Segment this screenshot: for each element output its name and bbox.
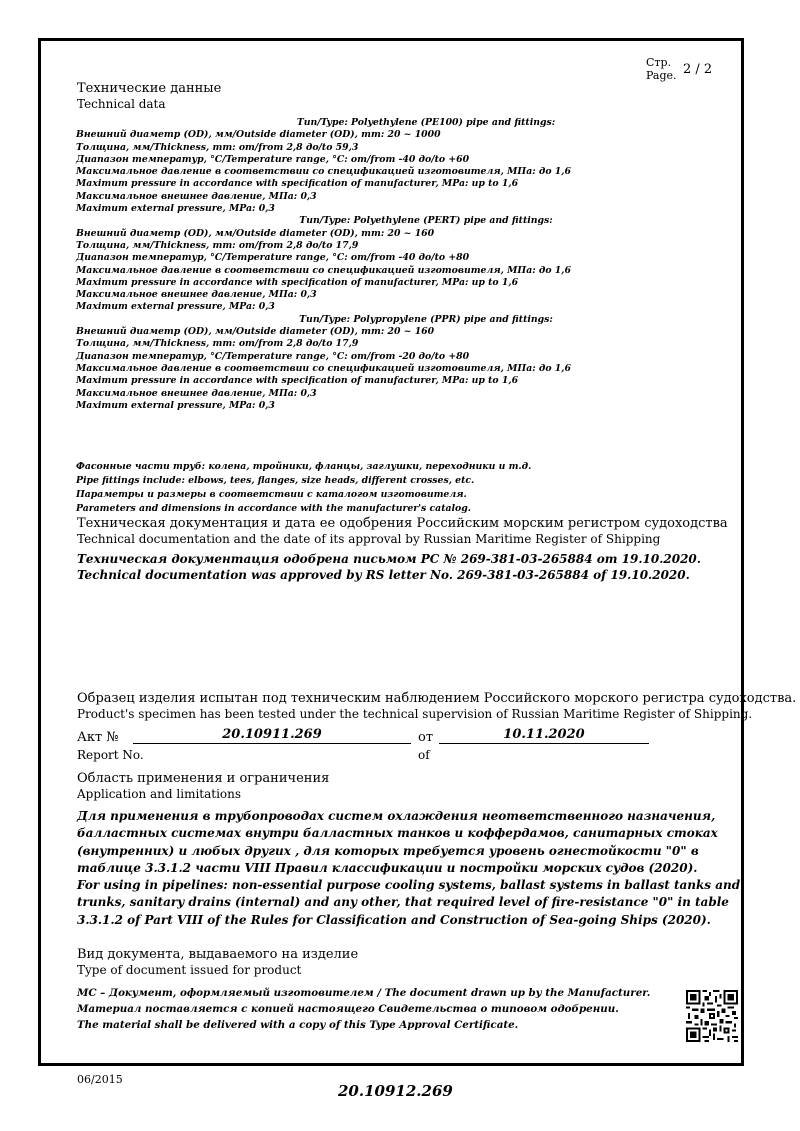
specimen-title-en: Product's specimen has been tested under the technical supervision of Russian Maritime Register of Shipping. <box>77 707 753 721</box>
report-of-en: of <box>418 748 430 762</box>
spec-line: Диапазон температур, °С/Temperature range, °С: от/from -40 до/to +80 <box>76 252 470 264</box>
form-date: 06/2015 <box>77 1073 123 1086</box>
note-line: Parameters and dimensions in accordance with the manufacturer's catalog. <box>76 503 471 514</box>
certificate-number: 20.10912.269 <box>338 1082 453 1100</box>
spec-line: Максимальное внешнее давление, МПа: 0,3 <box>76 289 317 301</box>
spec-line: Maximum external pressure, MPa: 0,3 <box>76 399 275 411</box>
doc-type-lines <box>77 985 650 1033</box>
application-title-ru: Область применения и ограничения <box>77 771 330 786</box>
spec-line: Максимальное внешнее давление, МПа: 0,3 <box>76 387 317 399</box>
report-number: 20.10911.269 <box>133 727 411 744</box>
spec-line: Maximum external pressure, MPa: 0,3 <box>76 301 275 313</box>
spec-line: Maximum pressure in accordance with specification of manufacturer, MPa: up to 1,6 <box>76 276 519 288</box>
spec-line: Maximum pressure in accordance with specification of manufacturer, MPa: up to 1,6 <box>76 375 519 387</box>
note-line: Фасонные части труб: колена, тройники, фланцы, заглушки, переходники и т.д. <box>76 461 532 472</box>
spec-line: Максимальное давление в соответствии со спецификацией изготовителя, МПа: до 1,6 <box>76 166 571 178</box>
spec-line: Толщина, мм/Thickness, mm: от/from 2,8 до/to 17,9 <box>76 338 359 350</box>
spec-type: Тип/Type: Polyethylene (PERT) pipe and fittings: <box>299 215 553 227</box>
specimen-title-ru: Образец изделия испытан под техническим наблюдением Российского морского регистра судоходства. <box>77 691 797 706</box>
spec-section <box>76 314 756 412</box>
tech-doc-title-en: Technical documentation and the date of its approval by Russian Maritime Register of Shipping <box>77 532 661 546</box>
tech-doc-title-ru: Техническая документация и дата ее одобрения Российским морским регистром судоходства <box>77 516 728 531</box>
spec-line: Maximum external pressure, MPa: 0,3 <box>76 203 275 215</box>
report-date: 10.11.2020 <box>439 727 649 744</box>
note-line: Параметры и размеры в соответствии с каталогом изготовителя. <box>76 489 467 500</box>
application-title-en: Application and limitations <box>77 787 242 801</box>
doc-type-line: The material shall be delivered with a copy of this Type Approval Certificate. <box>77 1019 519 1031</box>
spec-line: Диапазон температур, °С/Temperature range, °С: от/from -40 до/to +60 <box>76 153 470 165</box>
spec-line: Maximum pressure in accordance with specification of manufacturer, MPa: up to 1,6 <box>76 178 519 190</box>
application-text-en: For using in pipelines: non-essential purpose cooling systems, ballast systems in ballast tanks and trunks, sanitary drains (internal) and any other, that required level of fire-resistance "0" in table 3.3.1.2 of Part VIII of the Rules for Classification and Construction of Sea-going Ships (2020). <box>77 878 741 927</box>
spec-line: Максимальное давление в соответствии со спецификацией изготовителя, МПа: до 1,6 <box>76 362 571 374</box>
approval-en: Technical documentation was approved by RS letter No. 269-381-03-265884 of 19.10.2020. <box>77 568 690 582</box>
spec-line: Толщина, мм/Thickness, mm: от/from 2,8 до/to 17,9 <box>76 239 359 251</box>
spec-line: Максимальное внешнее давление, МПа: 0,3 <box>76 190 317 202</box>
fittings-notes <box>76 460 756 516</box>
approval-ru: Техническая документация одобрена письмом РС № 269-381-03-265884 от 19.10.2020. <box>77 552 701 566</box>
page-label: Стр. Page. <box>646 56 677 82</box>
report-row <box>77 727 757 767</box>
application-text <box>77 808 752 929</box>
tech-doc-approval <box>77 551 701 583</box>
spec-block <box>76 117 756 412</box>
application-text-ru: Для применения в трубопроводах систем охлаждения неответственного назначения, балластных системах внутри балластных танков и коффердамов, санитарных стоках (внутренних) и любых других , для которых требуется уровень огнестойкости "0" в таблице 3.3.1.2 части VIII Правил классификации и постройки морских судов (2020). <box>77 809 718 875</box>
report-label-ru: Акт № <box>77 730 119 745</box>
spec-section <box>76 117 756 215</box>
technical-data-title-en: Technical data <box>77 97 166 111</box>
doc-type-line: Материал поставляется с копией настоящего Свидетельства о типовом одобрении. <box>77 1003 619 1015</box>
report-label-en: Report No. <box>77 748 144 762</box>
note-line: Pipe fittings include: elbows, tees, flanges, size heads, different crosses, etc. <box>76 475 475 486</box>
spec-line: Внешний диаметр (OD), мм/Outside diameter (OD), mm: 20 ~ 160 <box>76 227 435 239</box>
spec-line: Максимальное давление в соответствии со спецификацией изготовителя, МПа: до 1,6 <box>76 264 571 276</box>
qr-code-icon <box>686 990 738 1042</box>
spec-section <box>76 215 756 313</box>
spec-type: Тип/Type: Polyethylene (PE100) pipe and fittings: <box>296 117 556 128</box>
technical-data-title-ru: Технические данные <box>77 81 222 96</box>
spec-line: Диапазон температур, °С/Temperature range, °С: от/from -20 до/to +80 <box>76 350 470 362</box>
doc-type-title-en: Type of document issued for product <box>77 963 302 977</box>
doc-type-title-ru: Вид документа, выдаваемого на изделие <box>77 947 359 962</box>
spec-line: Внешний диаметр (OD), мм/Outside diameter (OD), mm: 20 ~ 160 <box>76 326 435 338</box>
doc-type-line: МС – Документ, оформляемый изготовителем / The document drawn up by the Manufacturer. <box>77 987 651 999</box>
spec-line: Толщина, мм/Thickness, mm: от/from 2,8 до/to 59,3 <box>76 141 359 153</box>
report-of-ru: от <box>418 730 434 745</box>
spec-line: Внешний диаметр (OD), мм/Outside diameter (OD), mm: 20 ~ 1000 <box>76 129 441 141</box>
spec-type: Тип/Type: Polypropylene (PPR) pipe and fittings: <box>299 313 553 325</box>
page-number: 2 / 2 <box>683 62 713 77</box>
